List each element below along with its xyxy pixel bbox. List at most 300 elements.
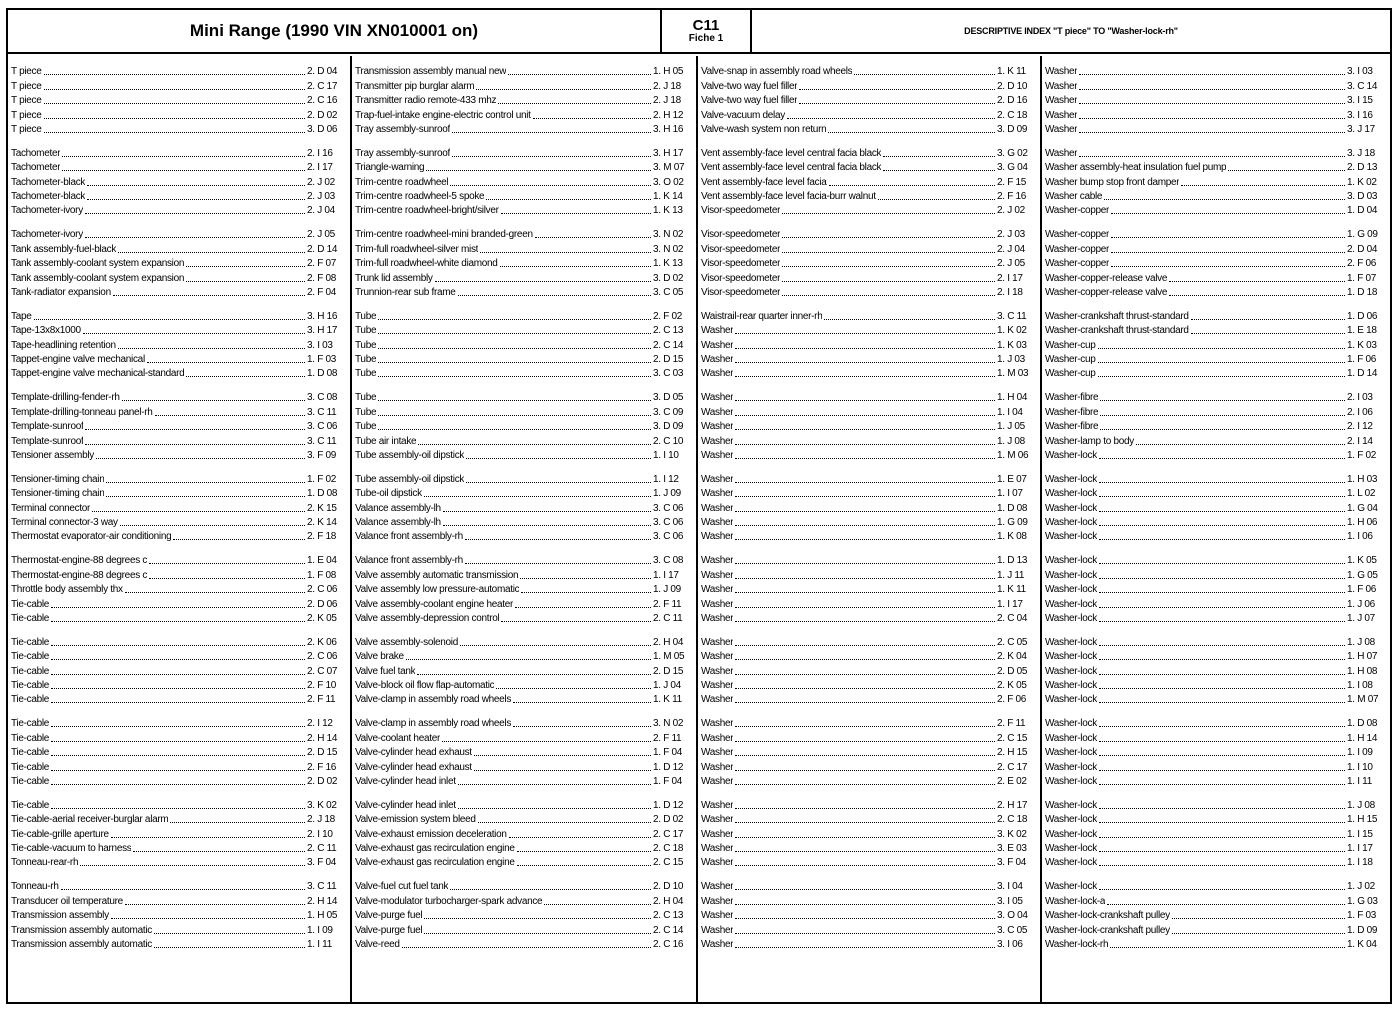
entry-reference: 1. J 06 — [1347, 598, 1375, 610]
entry-reference: 2. C 17 — [307, 80, 338, 92]
index-entry — [355, 826, 693, 840]
index-entry — [701, 635, 1037, 649]
entry-name: Washer-lock — [1045, 598, 1097, 610]
dot-leader — [460, 645, 651, 646]
entry-name: Washer-cup — [1045, 354, 1096, 366]
index-entry — [701, 227, 1037, 241]
entry-name: Valve assembly-depression control — [355, 612, 500, 624]
dot-leader — [787, 118, 995, 119]
entry-reference: 1. I 09 — [307, 924, 333, 936]
index-entry — [1045, 759, 1387, 773]
dot-leader — [799, 89, 995, 90]
entry-reference: 2. C 15 — [997, 732, 1028, 744]
entry-name: Trim-centre roadwheel-bright/silver — [355, 205, 499, 217]
index-entry — [11, 515, 347, 529]
dot-leader — [442, 741, 651, 742]
entry-name: Tachometer-ivory — [11, 229, 83, 241]
entry-reference: 1. I 15 — [1347, 828, 1373, 840]
fiche-code: C11 — [692, 16, 720, 34]
index-entry — [355, 812, 693, 826]
dot-leader — [111, 918, 305, 919]
entry-name: Tank assembly-coolant system expansion — [11, 272, 185, 284]
index-entry — [11, 160, 347, 174]
entry-name: Washer — [701, 354, 734, 366]
entry-name: Valve-reed — [355, 938, 400, 950]
entry-reference: 1. M 06 — [997, 449, 1029, 461]
entry-reference: 3. N 02 — [653, 229, 684, 241]
entry-name: Tie-cable — [11, 799, 50, 811]
entry-reference: 3. C 11 — [307, 881, 337, 893]
entry-reference: 2. K 15 — [307, 502, 337, 514]
dot-leader — [878, 199, 995, 200]
entry-name: Vent assembly-face level facia-burr walnut — [701, 191, 876, 203]
entry-name: Washer — [701, 325, 734, 337]
index-entry — [1045, 433, 1387, 447]
entry-reference: 2. C 13 — [653, 910, 684, 922]
dot-leader — [513, 702, 651, 703]
index-entry — [355, 515, 693, 529]
entry-reference: 1. H 07 — [1347, 651, 1378, 663]
entry-name: Valve-purge fuel — [355, 924, 423, 936]
index-entry — [11, 174, 347, 188]
entry-name: Template-drilling-tonneau panel-rh — [11, 406, 153, 418]
dot-leader — [520, 578, 651, 579]
dot-leader — [533, 118, 651, 119]
entry-reference: 3. G 02 — [997, 147, 1028, 159]
entry-name: Washer-lock-crankshaft pulley — [1045, 924, 1170, 936]
index-entry — [11, 759, 347, 773]
dot-leader — [120, 525, 305, 526]
dot-leader — [735, 607, 995, 608]
entry-reference: 2. C 07 — [307, 665, 338, 677]
entry-name: Valve-clamp in assembly road wheels — [355, 694, 512, 706]
dot-leader — [1099, 741, 1345, 742]
index-entry — [355, 256, 693, 270]
dot-leader — [87, 199, 305, 200]
entry-reference: 1. I 17 — [997, 598, 1023, 610]
entry-reference: 2. J 05 — [997, 258, 1025, 270]
entry-name: Terminal connector — [11, 502, 91, 514]
index-group — [1045, 64, 1387, 146]
dot-leader — [782, 252, 995, 253]
index-entry — [701, 515, 1037, 529]
entry-name: Washer-lock — [1045, 651, 1097, 663]
entry-name: Terminal connector-3 way — [11, 517, 118, 529]
index-entry — [1045, 893, 1387, 907]
index-entry — [1045, 404, 1387, 418]
dot-leader — [828, 132, 995, 133]
entry-name: Washer-lock — [1045, 732, 1097, 744]
index-entry — [701, 841, 1037, 855]
entry-name: Washer-copper — [1045, 258, 1110, 270]
entry-reference: 2. D 15 — [653, 354, 684, 366]
entry-name: Valve-cylinder head inlet — [355, 799, 456, 811]
entry-name: Tube — [355, 310, 377, 322]
entry-reference: 1. K 02 — [997, 325, 1027, 337]
entry-reference: 1. E 07 — [997, 473, 1027, 485]
index-group — [11, 146, 347, 228]
entry-reference: 1. H 08 — [1347, 665, 1378, 677]
entry-name: Washer-cup — [1045, 368, 1096, 380]
dot-leader — [1098, 376, 1345, 377]
index-entry — [1045, 774, 1387, 788]
entry-reference: 2. C 18 — [997, 814, 1028, 826]
entry-name: Valve-clamp in assembly road wheels — [355, 718, 512, 730]
entry-reference: 3. E 03 — [997, 843, 1027, 855]
dot-leader — [85, 429, 305, 430]
entry-reference: 2. I 16 — [307, 147, 333, 159]
index-entry — [355, 323, 693, 337]
index-entry — [11, 678, 347, 692]
entry-reference: 3. C 11 — [307, 435, 337, 447]
entry-name: Tray assembly-sunroof — [355, 147, 451, 159]
entry-reference: 3. J 18 — [1347, 147, 1375, 159]
dot-leader — [1099, 458, 1345, 459]
index-entry — [355, 189, 693, 203]
index-entry — [355, 78, 693, 92]
entry-reference: 2. I 03 — [1347, 392, 1373, 404]
entry-name: Washer — [701, 488, 734, 500]
entry-reference: 2. D 16 — [997, 95, 1028, 107]
index-entry — [701, 419, 1037, 433]
index-group — [1045, 879, 1387, 961]
entry-reference: 1. K 02 — [1347, 176, 1377, 188]
dot-leader — [44, 74, 305, 75]
index-entry — [355, 893, 693, 907]
index-entry — [355, 908, 693, 922]
entry-reference: 1. K 03 — [997, 339, 1027, 351]
index-entry — [355, 352, 693, 366]
entry-reference: 2. J 02 — [997, 205, 1025, 217]
dot-leader — [1099, 525, 1345, 526]
entry-reference: 2. F 16 — [307, 761, 337, 773]
index-entry — [1045, 352, 1387, 366]
entry-reference: 2. C 17 — [997, 761, 1028, 773]
dot-leader — [1099, 837, 1345, 838]
entry-name: Washer — [701, 761, 734, 773]
entry-name: Washer — [1045, 66, 1078, 78]
index-entry — [1045, 270, 1387, 284]
entry-reference: 3. K 02 — [997, 828, 1027, 840]
dot-leader — [402, 947, 651, 948]
dot-leader — [62, 170, 305, 171]
dot-leader — [735, 482, 995, 483]
index-entry — [355, 203, 693, 217]
entry-name: T piece — [11, 109, 42, 121]
dot-leader — [1098, 348, 1345, 349]
dot-leader — [44, 132, 305, 133]
dot-leader — [474, 755, 651, 756]
entry-name: Tie-cable — [11, 761, 50, 773]
entry-name: Washer-lock-rh — [1045, 938, 1109, 950]
index-entry — [11, 611, 347, 625]
index-entry — [1045, 323, 1387, 337]
entry-reference: 1. I 04 — [997, 406, 1023, 418]
entry-reference: 3. F 04 — [307, 857, 337, 869]
entry-name: Washer-lock — [1045, 449, 1097, 461]
entry-name: Tappet-engine valve mechanical-standard — [11, 368, 185, 380]
dot-leader — [1079, 156, 1345, 157]
dot-leader — [735, 726, 995, 727]
index-entry — [701, 160, 1037, 174]
index-entry — [701, 855, 1037, 869]
dot-leader — [378, 415, 651, 416]
entry-reference: 2. C 14 — [653, 924, 684, 936]
entry-name: Template-sunroof — [11, 421, 84, 433]
index-entry — [701, 611, 1037, 625]
entry-reference: 3. D 02 — [653, 272, 684, 284]
entry-reference: 2. F 04 — [307, 286, 337, 298]
entry-name: Valve-block oil flow flap-automatic — [355, 680, 495, 692]
dot-leader — [466, 482, 651, 483]
dot-leader — [486, 199, 651, 200]
index-entry — [1045, 798, 1387, 812]
index-entry — [1045, 582, 1387, 596]
dot-leader — [735, 837, 995, 838]
dot-leader — [458, 295, 651, 296]
index-entry — [1045, 309, 1387, 323]
entry-reference: 1. K 03 — [1347, 339, 1377, 351]
index-entry — [701, 596, 1037, 610]
entry-name: Washer-lock — [1045, 531, 1097, 543]
entry-name: Washer-copper — [1045, 229, 1110, 241]
dot-leader — [1136, 444, 1345, 445]
dot-leader — [1079, 118, 1345, 119]
entry-name: Tachometer — [11, 162, 61, 174]
entry-reference: 3. C 06 — [653, 531, 684, 543]
index-entry — [701, 567, 1037, 581]
index-entry — [11, 649, 347, 663]
index-entry — [11, 716, 347, 730]
dot-leader — [782, 237, 995, 238]
index-entry — [1045, 146, 1387, 160]
entry-reference: 1. I 17 — [653, 569, 679, 581]
entry-name: Trim-centre roadwheel-5 spoke — [355, 191, 485, 203]
entry-name: Tachometer-ivory — [11, 205, 83, 217]
index-group — [701, 472, 1037, 554]
entry-reference: 2. J 03 — [307, 191, 335, 203]
entry-reference: 2. C 15 — [653, 857, 684, 869]
index-group — [11, 472, 347, 554]
entry-name: Washer-lamp to body — [1045, 435, 1134, 447]
entry-name: Washer-fibre — [1045, 406, 1099, 418]
entry-name: Tube — [355, 339, 377, 351]
entry-reference: 1. F 04 — [653, 775, 683, 787]
index-entry — [355, 174, 693, 188]
dot-leader — [51, 741, 305, 742]
index-entry — [355, 107, 693, 121]
index-entry — [355, 270, 693, 284]
dot-leader — [480, 252, 651, 253]
entry-name: Vent assembly-face level central facia black — [701, 162, 882, 174]
entry-reference: 1. M 03 — [997, 368, 1029, 380]
entry-name: T piece — [11, 95, 42, 107]
index-group — [701, 227, 1037, 309]
entry-name: Visor-speedometer — [701, 243, 781, 255]
dot-leader — [1099, 688, 1345, 689]
entry-reference: 2. H 17 — [997, 799, 1028, 811]
entry-reference: 3. I 03 — [307, 339, 333, 351]
entry-name: Valance front assembly-rh — [355, 555, 463, 567]
dot-leader — [1099, 865, 1345, 866]
dot-leader — [1100, 400, 1345, 401]
index-entry — [1045, 107, 1387, 121]
entry-reference: 2. I 14 — [1347, 435, 1373, 447]
dot-leader — [44, 118, 305, 119]
entry-reference: 1. F 02 — [1347, 449, 1377, 461]
dot-leader — [452, 132, 651, 133]
entry-name: Washer — [701, 694, 734, 706]
index-entry — [11, 553, 347, 567]
entry-name: Tie-cable — [11, 775, 50, 787]
entry-name: Washer-lock — [1045, 828, 1097, 840]
entry-reference: 3. K 02 — [307, 799, 337, 811]
index-entry — [11, 203, 347, 217]
dot-leader — [378, 429, 651, 430]
entry-reference: 3. F 04 — [997, 857, 1027, 869]
entry-name: Valve-exhaust emission deceleration — [355, 828, 507, 840]
index-group — [11, 879, 347, 961]
index-entry — [355, 529, 693, 543]
entry-reference: 3. D 09 — [653, 421, 684, 433]
dot-leader — [450, 185, 651, 186]
entry-name: Transmission assembly automatic — [11, 924, 152, 936]
entry-name: Washer — [701, 732, 734, 744]
dot-leader — [44, 89, 305, 90]
entry-name: Washer — [701, 938, 734, 950]
dot-leader — [51, 688, 305, 689]
entry-name: Transmitter pip burglar alarm — [355, 80, 475, 92]
entry-name: Washer — [701, 421, 734, 433]
dot-leader — [443, 511, 651, 512]
dot-leader — [1079, 103, 1345, 104]
index-entry — [11, 500, 347, 514]
dot-leader — [133, 851, 305, 852]
index-entry — [355, 582, 693, 596]
entry-reference: 1. H 15 — [1347, 814, 1378, 826]
dot-leader — [465, 563, 651, 564]
dot-leader — [735, 362, 995, 363]
entry-reference: 2. I 17 — [307, 162, 333, 174]
dot-leader — [1111, 266, 1345, 267]
dot-leader — [155, 415, 305, 416]
entry-name: Tape-headlining retention — [11, 339, 116, 351]
index-entry — [1045, 203, 1387, 217]
dot-leader — [735, 400, 995, 401]
entry-reference: 1. I 07 — [997, 488, 1023, 500]
dot-leader — [465, 539, 651, 540]
entry-name: Template-drilling-fender-rh — [11, 392, 120, 404]
index-entry — [701, 107, 1037, 121]
entry-reference: 2. F 15 — [997, 176, 1027, 188]
entry-name: Washer-lock — [1045, 775, 1097, 787]
entry-name: Tube — [355, 368, 377, 380]
entry-reference: 3. C 09 — [653, 406, 684, 418]
index-entry — [1045, 649, 1387, 663]
dot-leader — [1099, 702, 1345, 703]
entry-name: Washer-lock — [1045, 680, 1097, 692]
entry-name: Tube — [355, 406, 377, 418]
dot-leader — [735, 539, 995, 540]
entry-name: Trunnion-rear sub frame — [355, 286, 456, 298]
entry-reference: 1. J 08 — [1347, 636, 1375, 648]
entry-reference: 2. D 02 — [653, 814, 684, 826]
dot-leader — [1099, 726, 1345, 727]
entry-reference: 3. C 08 — [653, 555, 684, 567]
entry-name: Tie-cable — [11, 612, 50, 624]
entry-name: Washer — [701, 569, 734, 581]
entry-name: Washer — [701, 598, 734, 610]
index-entry — [701, 122, 1037, 136]
entry-reference: 1. I 10 — [653, 449, 679, 461]
index-group — [1045, 309, 1387, 391]
entry-reference: 3. N 02 — [653, 243, 684, 255]
index-group — [355, 390, 693, 472]
entry-reference: 2. F 08 — [307, 272, 337, 284]
entry-reference: 2. C 13 — [653, 325, 684, 337]
dot-leader — [51, 607, 305, 608]
index-group — [355, 227, 693, 309]
dot-leader — [1100, 429, 1345, 430]
dot-leader — [782, 266, 995, 267]
dot-leader — [1100, 415, 1345, 416]
entry-name: Transmitter radio remote-433 mhz — [355, 95, 497, 107]
index-group — [11, 635, 347, 717]
index-entry — [1045, 189, 1387, 203]
entry-reference: 1. G 05 — [1347, 569, 1378, 581]
index-entry — [701, 730, 1037, 744]
index-entry — [1045, 448, 1387, 462]
index-entry — [11, 567, 347, 581]
index-entry — [355, 433, 693, 447]
entry-name: Washer-lock — [1045, 636, 1097, 648]
index-entry — [355, 64, 693, 78]
index-group — [11, 64, 347, 146]
entry-name: Tank-radiator expansion — [11, 286, 111, 298]
entry-reference: 1. F 04 — [653, 747, 683, 759]
entry-name: Washer — [701, 502, 734, 514]
index-entry — [355, 486, 693, 500]
entry-reference: 1. H 14 — [1347, 732, 1378, 744]
index-entry — [701, 716, 1037, 730]
entry-reference: 2. D 02 — [307, 775, 338, 787]
dot-leader — [1104, 199, 1345, 200]
entry-reference: 1. H 06 — [1347, 517, 1378, 529]
entry-name: Washer — [1045, 95, 1078, 107]
dot-leader — [735, 333, 995, 334]
index-entry — [11, 812, 347, 826]
dot-leader — [735, 348, 995, 349]
index-entry — [1045, 337, 1387, 351]
index-entry — [701, 189, 1037, 203]
entry-reference: 1. I 08 — [1347, 680, 1373, 692]
index-entry — [11, 486, 347, 500]
dot-leader — [417, 674, 651, 675]
entry-name: Throttle body assembly thx — [11, 584, 123, 596]
dot-leader — [458, 808, 651, 809]
index-entry — [355, 730, 693, 744]
index-entry — [11, 122, 347, 136]
index-group — [355, 798, 693, 880]
entry-name: Triangle-warning — [355, 162, 425, 174]
entry-name: Tie-cable-aerial receiver-burglar alarm — [11, 814, 169, 826]
entry-reference: 3. C 11 — [307, 406, 337, 418]
dot-leader — [1111, 252, 1345, 253]
entry-reference: 1. I 11 — [1347, 775, 1372, 787]
index-entry — [11, 826, 347, 840]
entry-reference: 2. D 04 — [307, 66, 338, 78]
entry-name: Washer — [701, 517, 734, 529]
